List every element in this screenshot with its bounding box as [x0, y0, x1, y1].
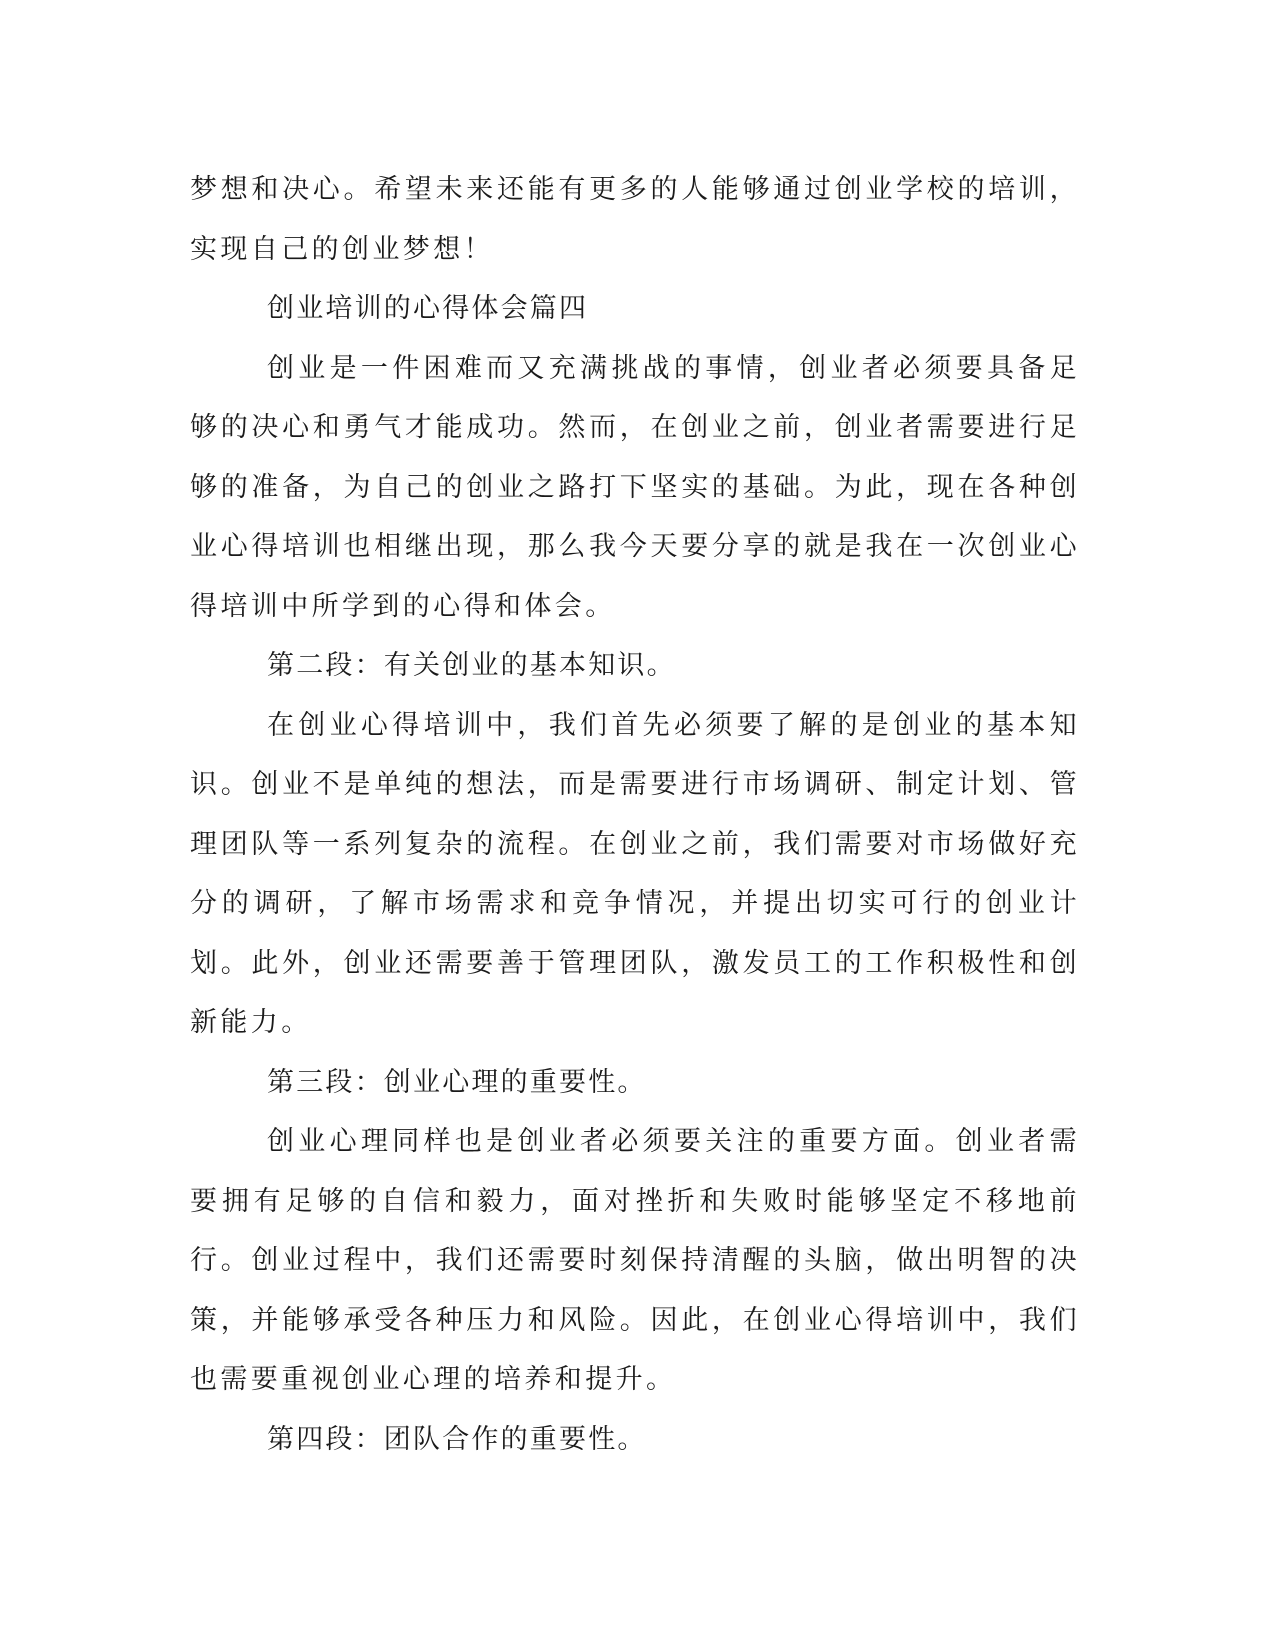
- section-heading-2: 第二段：有关创业的基本知识。: [267, 650, 676, 681]
- section-heading-3: 第三段：创业心理的重要性。: [267, 1066, 647, 1098]
- paragraph-psychology: 创业心理同样也是创业者必须要关注的重要方面。创业者需要拥有足够的自信和毅力，面对挫折和失败时能够坚定不移地前行。创业过程中，我们还需要时刻保持清醒的头脑，做出明智的决策，并能够承受各种压力和风险。因此，在创业心得培训中，我们也需要重视创业心理的培养和提升。: [190, 1126, 1080, 1395]
- paragraph-basic-knowledge: 在创业心得培训中，我们首先必须要了解的是创业的基本知识。创业不是单纯的想法，而是需要进行市场调研、制定计划、管理团队等一系列复杂的流程。在创业之前，我们需要对市场做好充分的调研，了解市场需求和竞争情况，并提出切实可行的创业计划。此外，创业还需要善于管理团队，激发员工的工作积极性和创新能力。: [190, 709, 1080, 1038]
- section-title-part-four: 创业培训的心得体会篇四: [267, 293, 589, 324]
- paragraph-intro: 创业是一件困难而又充满挑战的事情，创业者必须要具备足够的决心和勇气才能成功。然而，在创业之前，创业者需要进行足够的准备，为自己的创业之路打下坚实的基础。为此，现在各种创业心得培训也相继出现，那么我今天要分享的就是我在一次创业心得培训中所学到的心得和体会。: [190, 352, 1080, 622]
- section-heading-4: 第四段：团队合作的重要性。: [267, 1423, 647, 1455]
- paragraph-continuation: 梦想和决心。希望未来还能有更多的人能够通过创业学校的培训，实现自己的创业梦想！: [190, 174, 1080, 265]
- document-body: [190, 160, 1080, 1469]
